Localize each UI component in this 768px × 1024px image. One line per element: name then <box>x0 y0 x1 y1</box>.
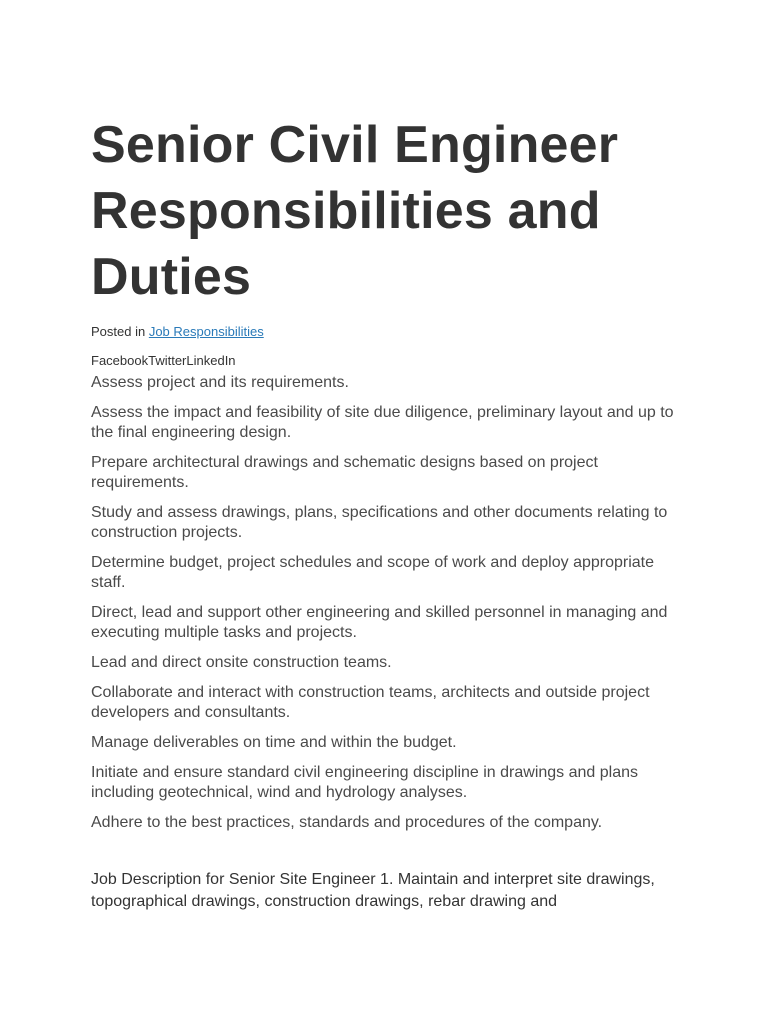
duty-item: Assess the impact and feasibility of site due diligence, preliminary layout and up to the final engineering design. <box>91 404 674 441</box>
share-facebook-link[interactable]: Facebook <box>91 353 149 368</box>
share-linkedin-link[interactable]: LinkedIn <box>186 353 236 368</box>
duties-list <box>91 373 681 833</box>
duty-item: Prepare architectural drawings and schematic designs based on project requirements. <box>91 454 598 491</box>
job-description-paragraph: Job Description for Senior Site Engineer 1. Maintain and interpret site drawings, topographical drawings, construction drawings, rebar drawing and <box>91 871 655 910</box>
category-link[interactable]: Job Responsibilities <box>148 324 264 339</box>
post-meta <box>91 324 681 340</box>
duty-item: Lead and direct onsite construction teams. <box>91 654 392 671</box>
duty-item: Determine budget, project schedules and scope of work and deploy appropriate staff. <box>91 554 655 591</box>
article <box>91 112 681 929</box>
duty-item: Direct, lead and support other engineering and skilled personnel in managing and executing multiple tasks and projects. <box>91 604 668 641</box>
duty-item: Collaborate and interact with construction teams, architects and outside project developers and consultants. <box>91 684 650 721</box>
share-links <box>91 353 681 369</box>
duty-item: Manage deliverables on time and within the budget. <box>91 734 457 751</box>
duty-item: Adhere to the best practices, standards and procedures of the company. <box>91 814 603 831</box>
duty-item: Assess project and its requirements. <box>91 374 349 391</box>
duty-item: Initiate and ensure standard civil engineering discipline in drawings and plans including geotechnical, wind and hydrology analyses. <box>91 764 639 801</box>
duty-item: Study and assess drawings, plans, specifications and other documents relating to construction projects. <box>91 504 668 541</box>
page-title: Senior Civil Engineer Responsibilities and Duties <box>91 116 619 306</box>
share-twitter-link[interactable]: Twitter <box>148 353 187 368</box>
posted-in-label: Posted in <box>91 324 149 339</box>
